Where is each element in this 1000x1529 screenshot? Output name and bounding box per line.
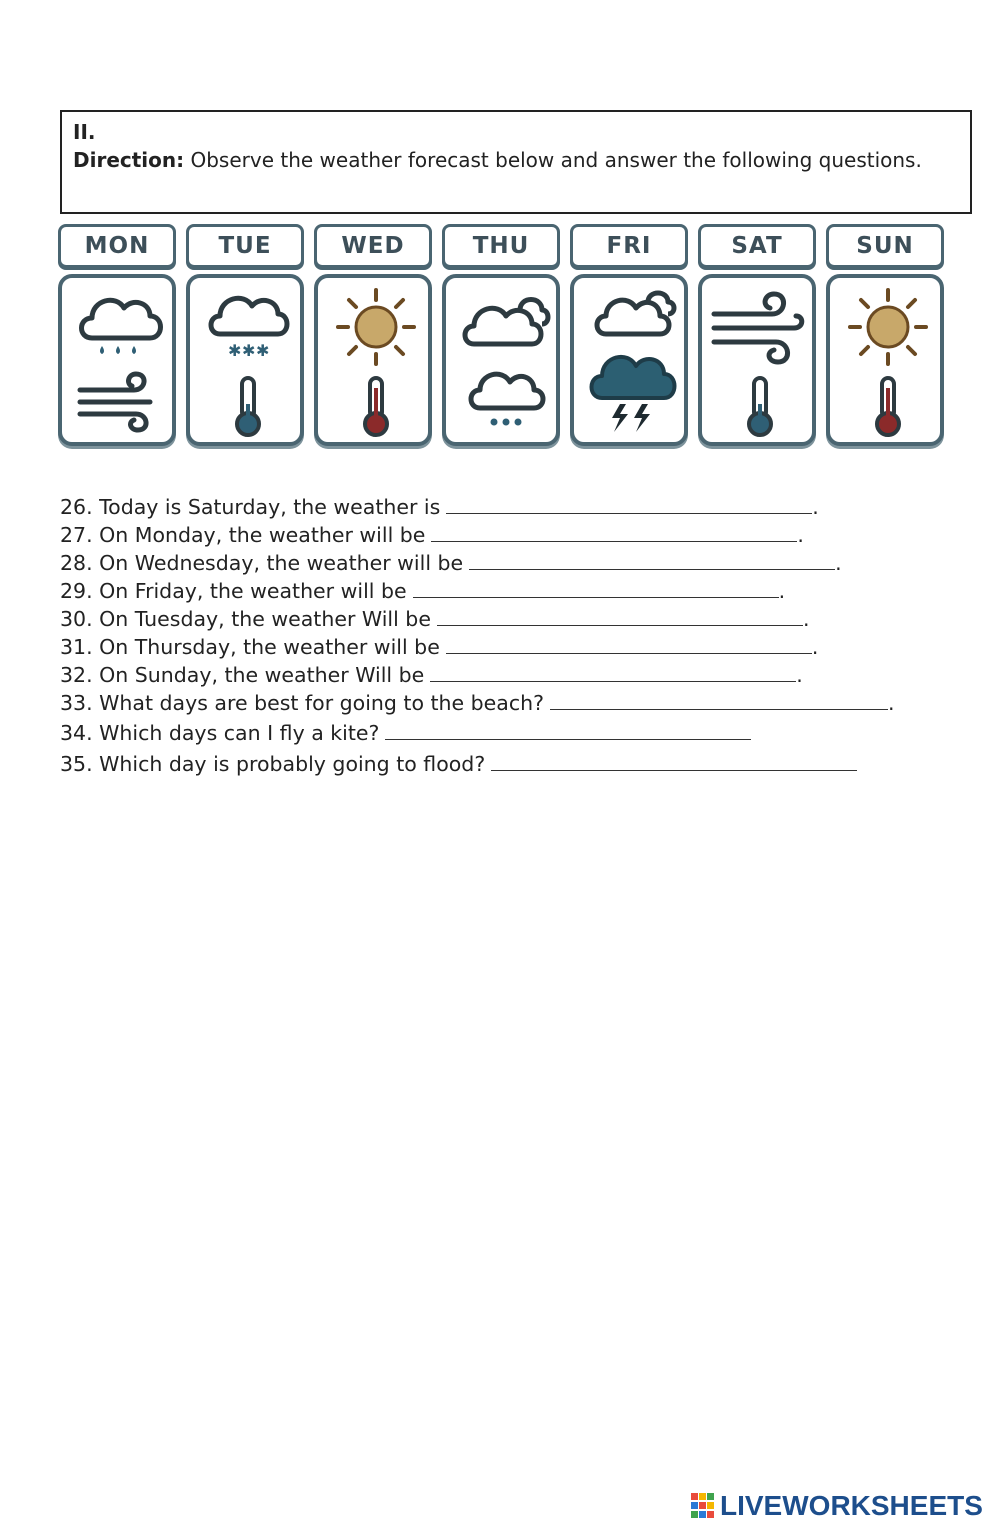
question-text: 32. On Sunday, the weather Will be	[60, 663, 425, 687]
day-card-tue	[186, 274, 304, 446]
answer-blank[interactable]	[491, 752, 857, 771]
day-label-thu: THU	[442, 224, 560, 268]
sun-icon	[332, 286, 420, 368]
direction-label: Direction:	[73, 148, 185, 172]
wind-icon	[710, 290, 810, 366]
day-column-sat	[696, 222, 818, 448]
answer-blank[interactable]	[431, 523, 797, 542]
wind-icon	[76, 366, 164, 436]
day-column-tue	[184, 222, 306, 448]
question-end: .	[778, 579, 786, 603]
day-label-wed: WED	[314, 224, 432, 268]
question-26	[60, 493, 819, 521]
question-text: 30. On Tuesday, the weather Will be	[60, 607, 431, 631]
day-label-fri: FRI	[570, 224, 688, 268]
answer-blank[interactable]	[469, 551, 835, 570]
direction-text: Observe the weather forecast below and answer the following questions.	[184, 148, 922, 172]
question-text: 34. Which days can I fly a kite?	[60, 721, 380, 745]
brand-name: LIVEWORKSHEETS	[720, 1490, 983, 1521]
day-card-thu	[442, 274, 560, 446]
question-end: .	[802, 607, 810, 631]
answer-blank[interactable]	[385, 721, 751, 740]
question-end: .	[811, 635, 819, 659]
day-card-mon	[58, 274, 176, 446]
question-text: 33. What days are best for going to the beach?	[60, 691, 544, 715]
question-text: 29. On Friday, the weather will be	[60, 579, 407, 603]
day-label-mon: MON	[58, 224, 176, 268]
cold-thermometer-icon	[228, 374, 268, 440]
rain-cloud-icon	[72, 286, 168, 362]
day-card-wed	[314, 274, 432, 446]
question-28	[60, 549, 842, 577]
answer-blank[interactable]	[430, 663, 796, 682]
question-text: 26. Today is Saturday, the weather is	[60, 495, 441, 519]
day-label-tue: TUE	[186, 224, 304, 268]
question-35	[60, 750, 857, 778]
day-label-sun: SUN	[826, 224, 944, 268]
answer-blank[interactable]	[550, 691, 888, 710]
question-31	[60, 633, 818, 661]
answer-blank[interactable]	[446, 635, 812, 654]
question-end: .	[812, 495, 819, 519]
question-text: 27. On Monday, the weather will be	[60, 523, 426, 547]
question-34	[60, 719, 751, 747]
question-end: .	[888, 691, 895, 715]
svg-text:✱: ✱	[256, 341, 270, 360]
day-column-thu	[440, 222, 562, 448]
question-text: 31. On Thursday, the weather will be	[60, 635, 440, 659]
svg-text:✱: ✱	[228, 341, 242, 360]
question-text: 28. On Wednesday, the weather will be	[60, 551, 464, 575]
cloudy-icon	[458, 288, 552, 358]
direction-box	[60, 110, 972, 214]
question-end: .	[796, 663, 803, 687]
thunderstorm-icon	[584, 348, 682, 440]
question-33	[60, 689, 895, 717]
question-30	[60, 605, 809, 633]
cloudy-icon	[590, 284, 680, 344]
section-number: II.	[73, 120, 96, 144]
answer-blank[interactable]	[446, 495, 812, 514]
day-card-fri	[570, 274, 688, 446]
brand-watermark	[690, 1486, 983, 1526]
answer-blank[interactable]	[437, 607, 803, 626]
day-column-sun	[824, 222, 946, 448]
svg-text:✱: ✱	[242, 341, 256, 360]
day-column-mon	[56, 222, 178, 448]
day-card-sat	[698, 274, 816, 446]
question-end: .	[797, 523, 804, 547]
question-29	[60, 577, 785, 605]
weather-forecast	[56, 222, 952, 448]
hot-thermometer-icon	[356, 374, 396, 440]
question-27	[60, 521, 804, 549]
question-text: 35. Which day is probably going to flood?	[60, 752, 486, 776]
day-card-sun	[826, 274, 944, 446]
sun-icon	[844, 286, 932, 368]
day-column-wed	[312, 222, 434, 448]
rain-cloud-icon	[464, 364, 548, 438]
day-column-fri	[568, 222, 690, 448]
hot-thermometer-icon	[868, 374, 908, 440]
liveworksheets-logo-icon	[690, 1491, 716, 1521]
snow-cloud-icon	[202, 286, 294, 362]
day-label-sat: SAT	[698, 224, 816, 268]
question-32	[60, 661, 803, 689]
question-end: .	[835, 551, 842, 575]
answer-blank[interactable]	[413, 579, 779, 598]
cold-thermometer-icon	[740, 374, 780, 440]
